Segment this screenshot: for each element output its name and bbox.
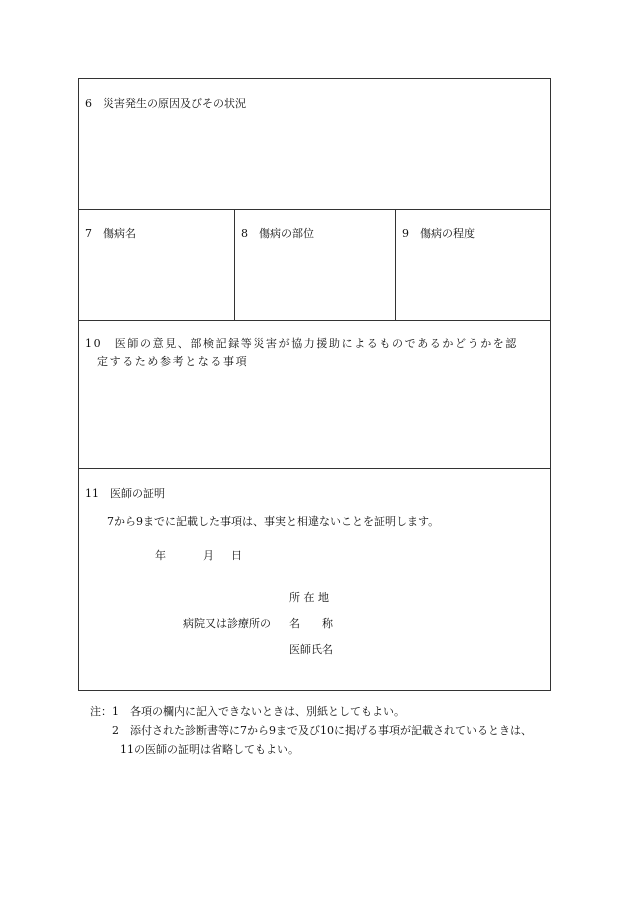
section-10-label-line2: 定するため参考となる事項 (97, 355, 249, 368)
section-10-label-line1: 10 医師の意見、部検記録等災害が協力援助によるものであるかどうかを認 (85, 337, 518, 350)
section-11-doctor-certification (79, 469, 550, 690)
section-6-cause-and-circumstances (79, 79, 550, 210)
notes (90, 702, 532, 759)
hospital-name-label: 名 称 (289, 617, 333, 630)
date-year-label: 年 (155, 549, 166, 562)
note-2: 2 添付された診断書等に7から9まで及び10に掲げる事項が記載されているときは、 (112, 724, 532, 737)
section-8-label: 8 傷病の部位 (241, 227, 314, 240)
section-6-label: 6 災害発生の原因及びその状況 (85, 97, 246, 110)
note-1: 注：1 各項の欄内に記入できないときは、別紙としてもよい。 (90, 705, 405, 718)
section-10-doctor-opinion (79, 321, 550, 469)
address-label: 所 在 地 (289, 591, 329, 604)
section-9-injury-severity (396, 210, 550, 320)
section-9-label: 9 傷病の程度 (402, 227, 475, 240)
section-7-injury-name (79, 210, 235, 320)
certification-statement: 7から9までに記載した事項は、事実と相違ないことを証明します。 (107, 515, 440, 528)
date-line (155, 547, 242, 563)
certificate-form (78, 78, 551, 691)
date-month-label: 月 (203, 549, 214, 562)
injury-row (79, 210, 550, 321)
date-day-label: 日 (231, 549, 242, 562)
section-11-title: 11 医師の証明 (85, 487, 165, 500)
hospital-label: 病院又は診療所の (183, 617, 271, 630)
note-2-continued: 11の医師の証明は省略してもよい。 (120, 743, 299, 756)
section-7-label: 7 傷病名 (85, 227, 136, 240)
doctor-name-label: 医師氏名 (289, 643, 333, 656)
section-8-injury-site (235, 210, 396, 320)
